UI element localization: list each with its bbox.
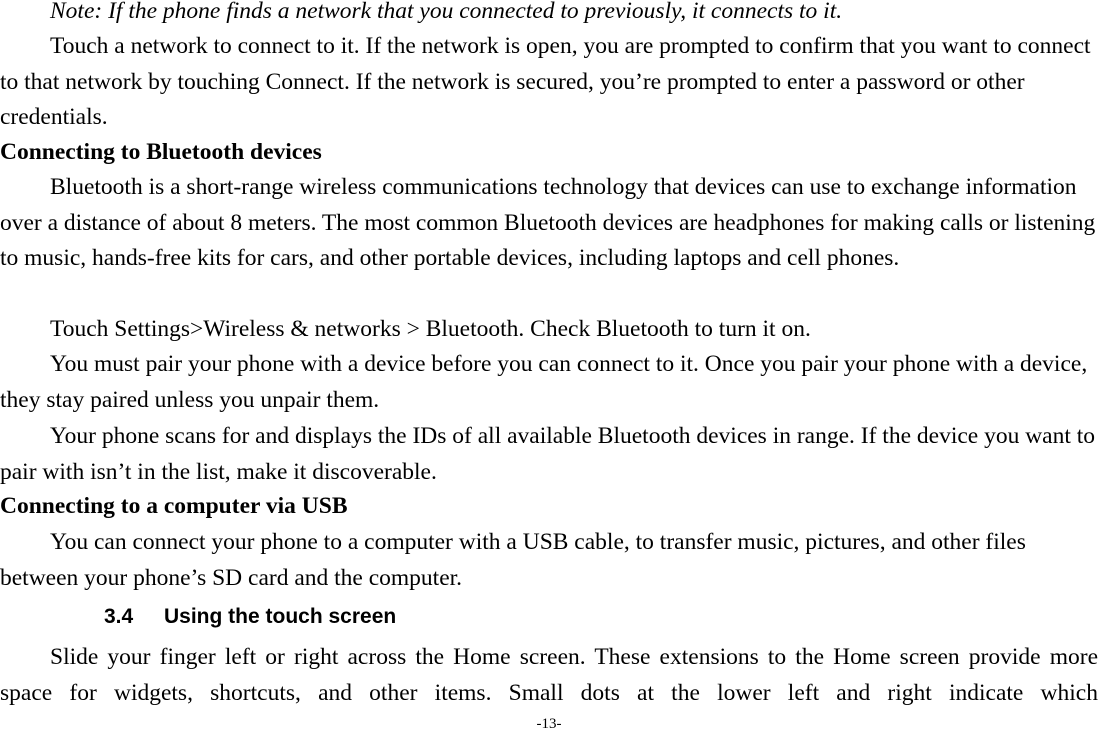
heading-usb: Connecting to a computer via USB: [0, 493, 348, 519]
note-connected-previously: Note: If the phone finds a network that you connected to previously, it connects to it.: [50, 0, 843, 24]
section-heading: [104, 602, 396, 632]
page-number: -13-: [536, 716, 562, 732]
paragraph-bluetooth-intro: Bluetooth is a short-range wireless communications technology that devices can use to exchange information over a distance of about 8 meters. The most common Bluetooth devices are headphones for making calls or listening to music, hands-free kits for cars, and other portable devices, including laptops and cell phones.: [0, 174, 1096, 271]
heading-bluetooth: Connecting to Bluetooth devices: [0, 139, 322, 165]
section-title: Using the touch screen: [164, 605, 397, 628]
paragraph-usb: You can connect your phone to a computer with a USB cable, to transfer music, pictures, and other files between your phone’s SD card and the computer.: [0, 529, 1026, 591]
paragraph-touch-screen: Slide your finger left or right across the Home screen. These extensions to the Home screen provide more space for widgets, shortcuts, and other items. Small dots at the lower left and right indicate which: [0, 644, 1098, 706]
section-number: 3.4: [104, 605, 134, 628]
paragraph-bluetooth-settings: Touch Settings>Wireless & networks > Bluetooth. Check Bluetooth to turn it on.: [50, 316, 811, 342]
paragraph-bluetooth-pair: You must pair your phone with a device before you can connect to it. Once you pair your phone with a device, they stay paired unless you unpair them.: [0, 351, 1088, 413]
paragraph-bluetooth-scan: Your phone scans for and displays the IDs of all available Bluetooth devices in range. If the device you want to pair with isn’t in the list, make it discoverable.: [0, 423, 1096, 485]
paragraph-wifi-connect: Touch a network to connect to it. If the network is open, you are prompted to confirm that you want to connect to that network by touching Connect. If the network is secured, you’re prompted to enter a password or other credentials.: [0, 33, 1091, 130]
